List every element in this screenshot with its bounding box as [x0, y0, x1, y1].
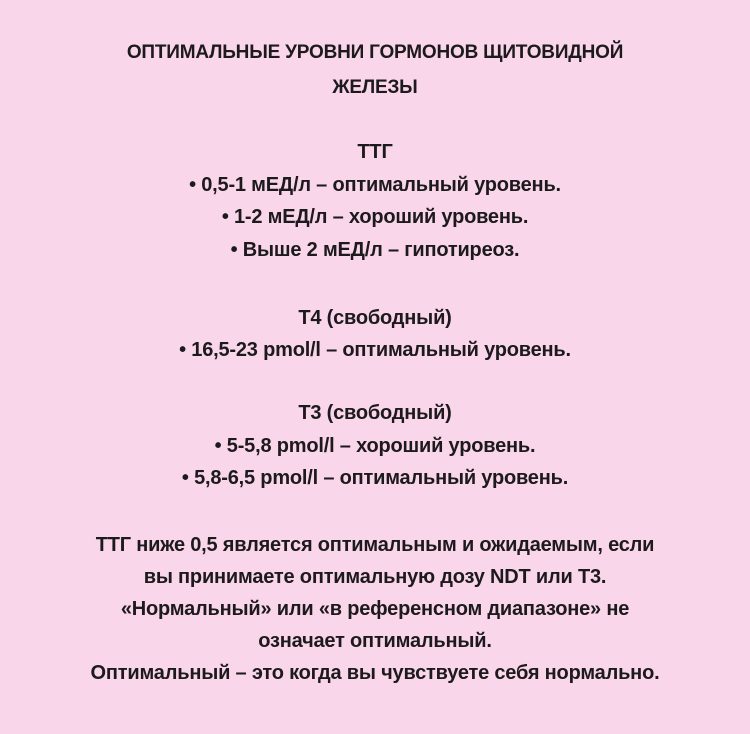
list-item: • 5-5,8 pmol/l – хороший уровень.: [214, 435, 536, 457]
list-item: • 16,5-23 pmol/l – оптимальный уровень.: [179, 339, 571, 361]
section-heading: ТТГ: [357, 141, 393, 163]
note-line: означает оптимальный.: [258, 630, 492, 652]
list-item: • 5,8-6,5 pmol/l – оптимальный уровень.: [181, 467, 569, 489]
section-heading: Т3 (свободный): [298, 402, 452, 424]
note-line: вы принимаете оптимальную дозу NDT или Т3.: [143, 566, 607, 588]
note-line: Оптимальный – это когда вы чувствуете себя нормально.: [90, 662, 660, 684]
note-line: ТТГ ниже 0,5 является оптимальным и ожидаемым, если: [95, 534, 655, 556]
list-item: • Выше 2 мЕД/л – гипотиреоз.: [230, 239, 520, 261]
title-line: ОПТИМАЛЬНЫЕ УРОВНИ ГОРМОНОВ ЩИТОВИДНОЙ: [126, 42, 624, 63]
list-item: • 0,5-1 мЕД/л – оптимальный уровень.: [189, 174, 561, 196]
list-item: • 1-2 мЕД/л – хороший уровень.: [221, 206, 529, 228]
title-line: ЖЕЛЕЗЫ: [332, 77, 418, 98]
note-line: «Нормальный» или «в референсном диапазоне» не: [120, 598, 630, 620]
section-heading: Т4 (свободный): [298, 307, 452, 329]
